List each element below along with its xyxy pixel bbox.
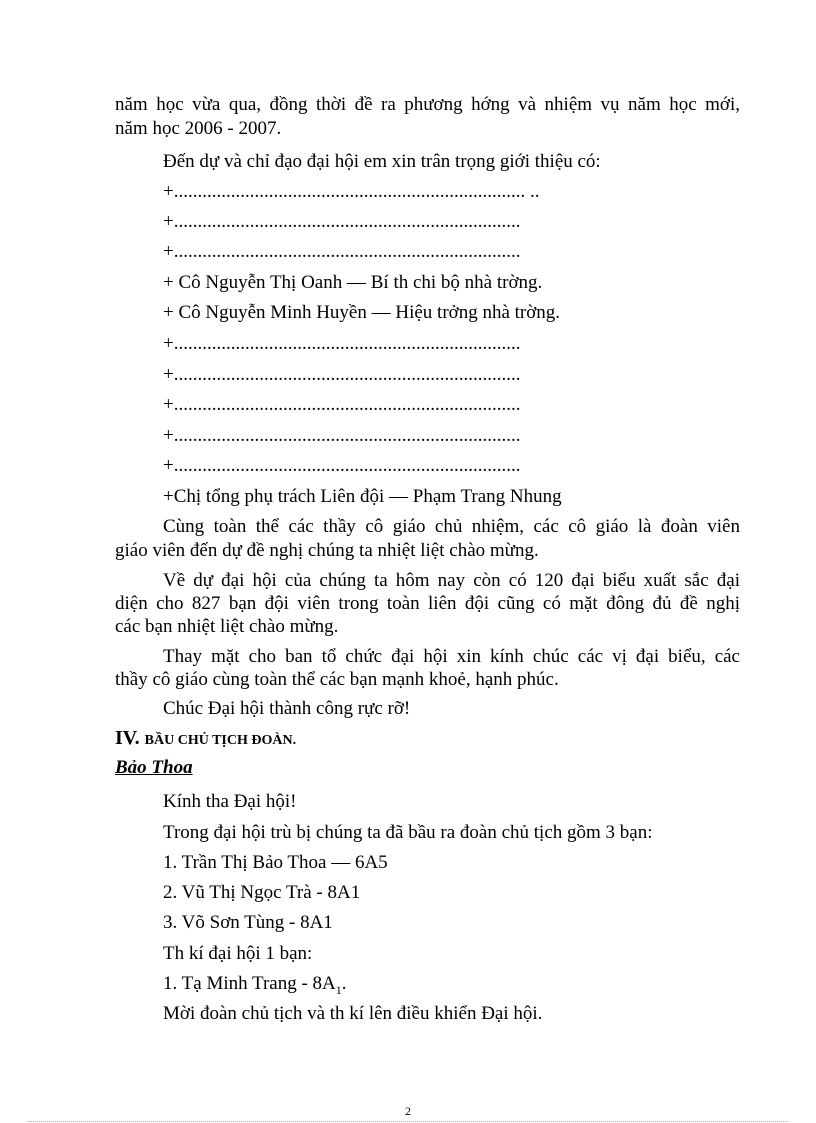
blank-guest-line-2: +......................................................................... bbox=[163, 211, 521, 232]
blank-guest-line-5: +......................................................................... bbox=[163, 364, 521, 385]
secretary-member bbox=[163, 972, 347, 1002]
page-number: 2 bbox=[405, 1104, 411, 1118]
guest-line-principal: + Cô Nguyễn Minh Huyền — Hiệu trởng nhà trờng. bbox=[163, 302, 561, 323]
presidium-member-2: 2. Vũ Thị Ngọc Trà - 8A1 bbox=[163, 882, 361, 903]
presidium-member-3: 3. Võ Sơn Tùng - 8A1 bbox=[163, 912, 333, 933]
secretary-name: 1. Tạ Minh Trang - 8A bbox=[163, 973, 336, 994]
presidium-member-1: 1. Trần Thị Bảo Thoa — 6A5 bbox=[163, 852, 388, 873]
blank-guest-line-3: +......................................................................... bbox=[163, 241, 521, 262]
blank-guest-line-7: +......................................................................... bbox=[163, 425, 521, 446]
secretary-intro-line: Th kí đại hội 1 bạn: bbox=[163, 943, 313, 964]
blank-guest-line-6: +......................................................................... bbox=[163, 394, 521, 415]
footer-divider bbox=[28, 1121, 788, 1122]
presidium-intro-line: Trong đại hội trù bị chúng ta đã bầu ra đoàn chủ tịch gồm 3 bạn: bbox=[163, 822, 653, 843]
paragraph-1-line-1: năm học vừa qua, đồng thời đề ra phương hớng và nhiệm vụ năm học mới, bbox=[115, 94, 740, 115]
paragraph-3-line-1: Về dự đại hội của chúng ta hôm nay còn có 120 đại biểu xuất sắc đại bbox=[163, 570, 740, 591]
wish-line: Chúc Đại hội thành công rực rỡ! bbox=[163, 698, 411, 719]
blank-guest-line-1: +.......................................................................... .. bbox=[163, 181, 540, 202]
paragraph-3-line-3: các bạn nhiệt liệt chào mừng. bbox=[115, 616, 339, 637]
paragraph-1-line-2: năm học 2006 - 2007. bbox=[115, 118, 282, 139]
speaker-name: Bảo Thoa bbox=[115, 757, 193, 778]
greeting-line: Kính tha Đại hội! bbox=[163, 791, 297, 812]
paragraph-4-line-1: Thay mặt cho ban tổ chức đại hội xin kính chúc các vị đại biểu, các bbox=[163, 646, 740, 667]
guest-line-party-secretary: + Cô Nguyễn Thị Oanh — Bí th chi bộ nhà trờng. bbox=[163, 272, 543, 293]
section-heading bbox=[115, 727, 296, 750]
secretary-class-subscript: 1 bbox=[335, 982, 342, 997]
guest-line-team-leader: +Chị tổng phụ trách Liên đội — Phạm Trang Nhung bbox=[163, 486, 562, 507]
paragraph-4-line-2: thầy cô giáo cùng toàn thể các bạn mạnh khoẻ, hạnh phúc. bbox=[115, 669, 559, 690]
intro-line: Đến dự và chỉ đạo đại hội em xin trân trọng giới thiệu có: bbox=[163, 151, 601, 172]
section-number: IV. bbox=[115, 727, 140, 749]
secretary-period: . bbox=[341, 973, 347, 994]
paragraph-2-line-1: Cùng toàn thể các thầy cô giáo chủ nhiệm, các cô giáo là đoàn viên bbox=[163, 516, 740, 537]
paragraph-3-line-2: diện cho 827 bạn đội viên trong toàn liên đội cũng có mặt đông đủ đề nghị bbox=[115, 593, 740, 614]
blank-guest-line-4: +......................................................................... bbox=[163, 333, 521, 354]
section-title: BẦU CHỦ TỊCH ĐOÀN. bbox=[144, 733, 297, 748]
blank-guest-line-8: +......................................................................... bbox=[163, 455, 521, 476]
closing-line: Mời đoàn chủ tịch và th kí lên điều khiển Đại hội. bbox=[163, 1003, 543, 1024]
paragraph-2-line-2: giáo viên đến dự đề nghị chúng ta nhiệt liệt chào mừng. bbox=[115, 540, 539, 561]
